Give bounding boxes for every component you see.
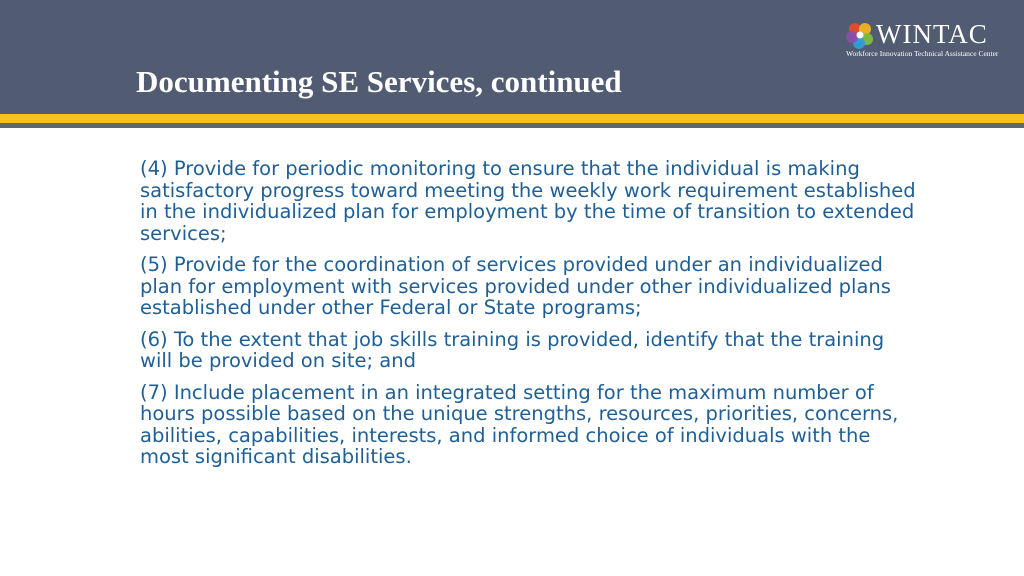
slide-header xyxy=(0,0,1024,114)
slide-body xyxy=(140,158,920,478)
body-paragraph-7: (7) Include placement in an integrated setting for the maximum number of hours possible based on the unique strengths, resources, priorities, concerns, abilities, capabilities, interests, and informed choice of individuals with the most significant disabilities. xyxy=(140,380,899,468)
logo-tagline: Workforce Innovation Technical Assistance Center xyxy=(846,49,999,58)
slide-title: Documenting SE Services, continued xyxy=(136,64,622,99)
body-paragraph-6: (6) To the extent that job skills training is provided, identify that the training will be provided on site; and xyxy=(140,327,885,372)
pinwheel-logo-icon xyxy=(845,20,875,50)
body-paragraph-5: (5) Provide for the coordination of services provided under an individualized plan for employment with services provided under other individualized plans established under other Federal or State programs; xyxy=(140,253,891,319)
wintac-logo xyxy=(845,18,1015,62)
body-paragraph-4: (4) Provide for periodic monitoring to ensure that the individual is making satisfactory progress toward meeting the weekly work requirement established in the individualized plan for employment by the time of transition to extended services; xyxy=(140,157,916,245)
accent-bar xyxy=(0,114,1024,123)
logo-name: WINTAC xyxy=(876,19,988,49)
divider-bar xyxy=(0,123,1024,128)
